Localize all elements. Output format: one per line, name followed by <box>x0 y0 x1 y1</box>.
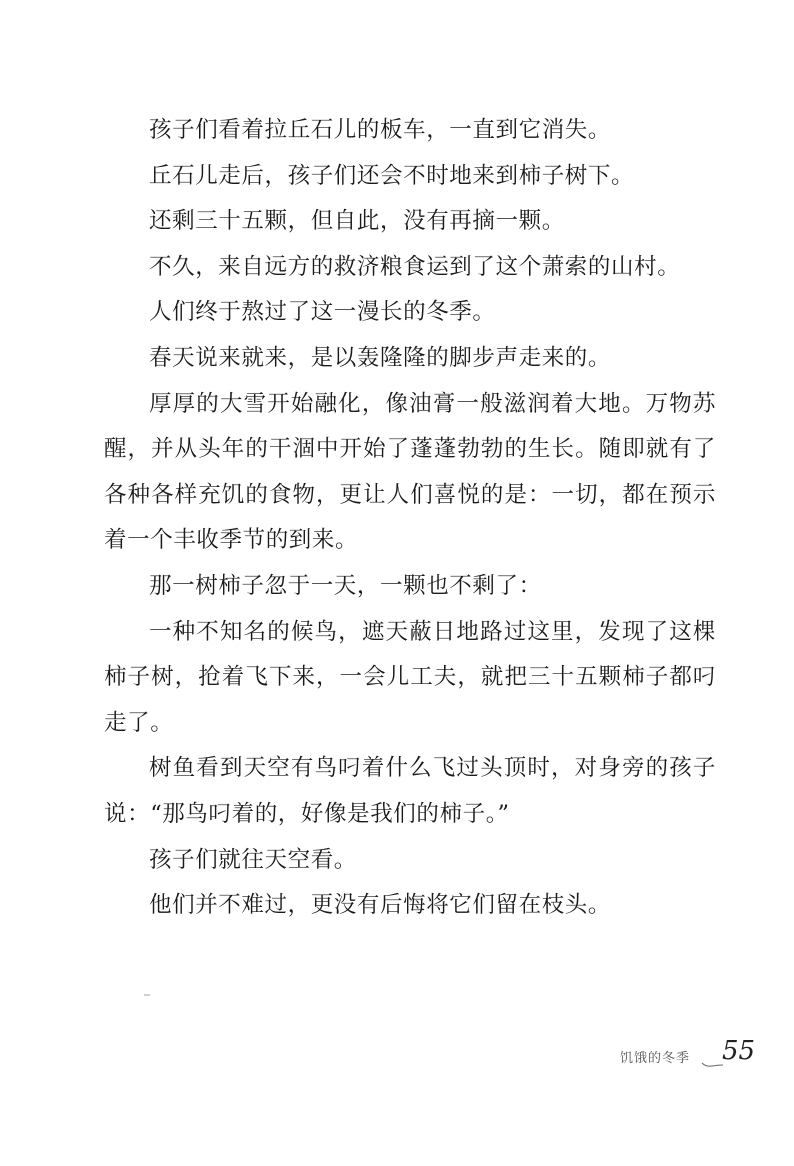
paragraph: 孩子们看着拉丘石儿的板车，一直到它消失。 <box>149 117 612 143</box>
paragraph: 还剩三十五颗，但自此，没有再摘一颗。 <box>149 208 565 235</box>
paragraph: 一种不知名的候鸟，遮天蔽日地路过这里，发现了这棵柿子树，抢着飞下来，一会儿工夫，就把三十五颗柿子都叼走了。 <box>104 618 716 736</box>
paragraph: 他们并不难过，更没有后悔将它们留在枝头。 <box>149 892 612 919</box>
paragraph: 孩子们就往天空看。 <box>149 846 357 873</box>
paragraph: 丘石儿走后，孩子们还会不时地来到柿子树下。 <box>149 162 635 189</box>
running-footer-title: 饥饿的冬季 <box>620 1051 691 1066</box>
paragraph: 那一树柿子忽于一天，一颗也不剩了： <box>149 572 542 599</box>
paragraph: 人们终于熬过了这一漫长的冬季。 <box>149 299 496 326</box>
paragraph: 厚厚的大雪开始融化，像油膏一般滋润着大地。万物苏醒，并从头年的干涸中开始了蓬蓬勃勃的生长。随即就有了各种各样充饥的食物，更让人们喜悦的是：一切，都在预示着一个丰收季节的到来。 <box>104 390 716 554</box>
paragraph: 春天说来就来，是以轰隆隆的脚步声走来的。 <box>149 344 612 371</box>
paragraph: 树鱼看到天空有鸟叼着什么飞过头顶时，对身旁的孩子说：“那鸟叼着的，好像是我们的柿子。” <box>104 755 716 827</box>
page-number: 55 <box>722 1036 756 1066</box>
footer-swoosh-ornament <box>700 1058 724 1068</box>
paragraph: 不久，来自远方的救济粮食运到了这个萧索的山村。 <box>149 253 681 280</box>
print-speck <box>144 994 150 996</box>
body-text <box>104 108 716 929</box>
